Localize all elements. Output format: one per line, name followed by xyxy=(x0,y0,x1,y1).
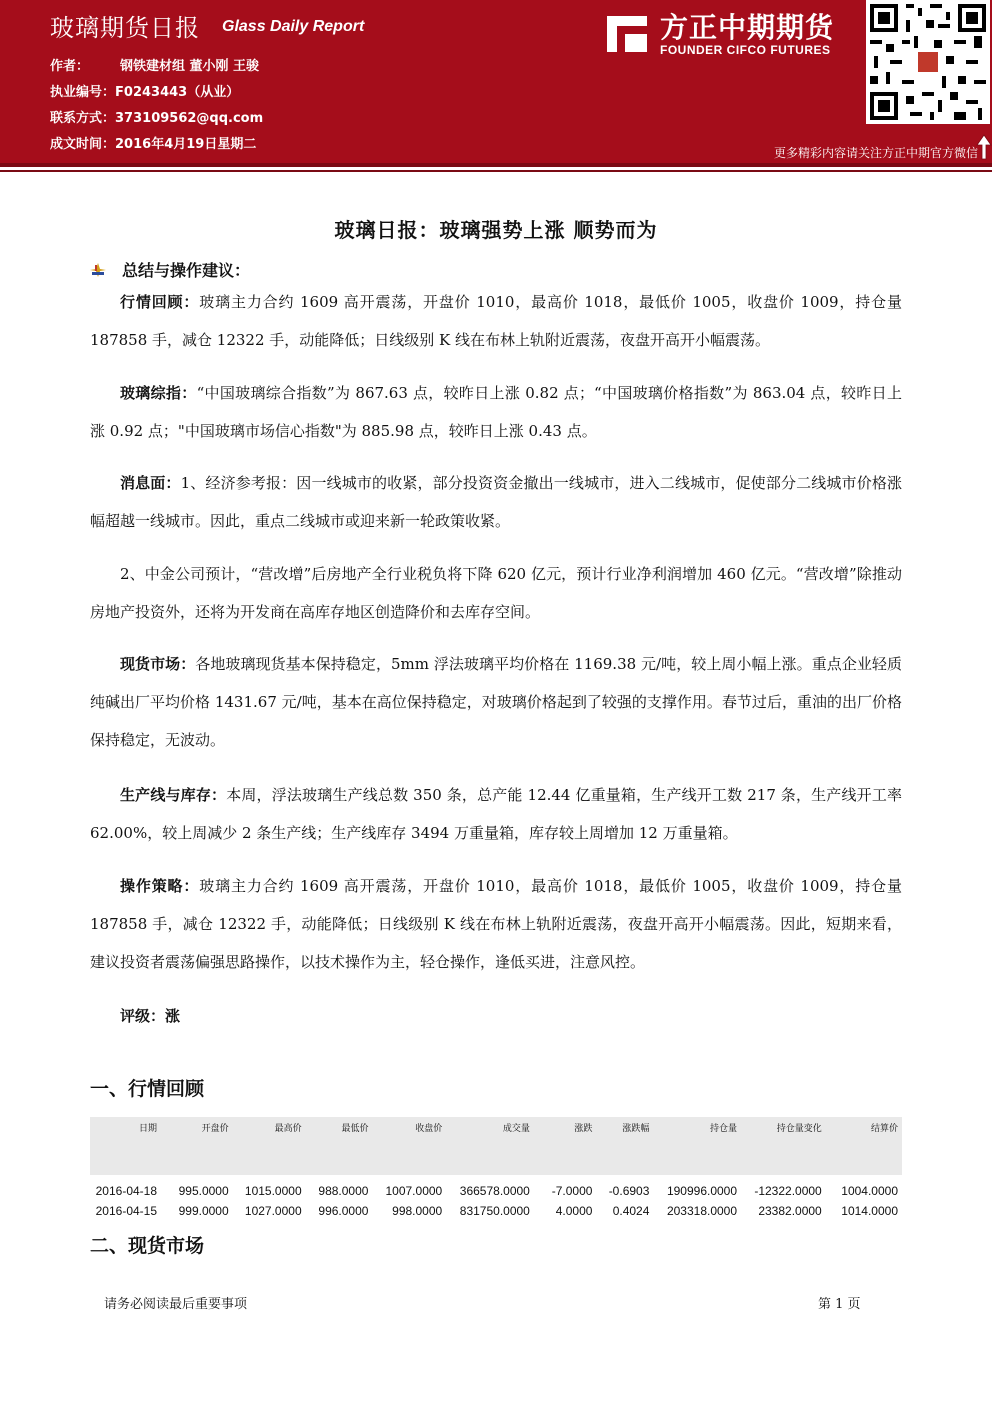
arrow-up-icon xyxy=(976,134,992,160)
summary-heading-text: 总结与操作建议： xyxy=(122,261,251,280)
table-row xyxy=(90,1200,902,1220)
document-title: 玻璃日报：玻璃强势上涨 顺势而为 xyxy=(334,218,658,242)
production-paragraph xyxy=(90,776,902,852)
market-review-text: 玻璃主力合约 1609 高开震荡，开盘价 1010，最高价 1018，最低价 1005，收盘价 1009，持仓量 187858 手，减仓 12322 手，动能降低；日线级别 K 线在布林上轨附近震荡，夜盘开高开小幅震荡。 xyxy=(90,293,902,349)
cell: 1027.0000 xyxy=(244,1203,302,1218)
license-line xyxy=(50,81,239,100)
cell: 366578.0000 xyxy=(459,1183,530,1198)
contact-line xyxy=(50,107,263,126)
footer-notice: 请务必阅读最后重要事项 xyxy=(104,1297,248,1312)
col-change: 涨跌 xyxy=(534,1117,597,1175)
cell: 4.0000 xyxy=(555,1203,593,1218)
cell: 190996.0000 xyxy=(666,1183,738,1198)
spot-market-text: 各地玻璃现货基本保持稳定，5mm 浮法玻璃平均价格在 1169.38 元/吨，较上周小幅上涨。重点企业轻质纯碱出厂平均价格 1431.67 元/吨，基本在高位保持稳定，对玻璃价格起到了较强的支撑作用。春节过后，重油的出厂价格保持稳定，无波动。 xyxy=(90,655,902,749)
cell: 831750.0000 xyxy=(459,1203,530,1218)
section-market-review-title: 一、行情回顾 xyxy=(90,1078,205,1100)
spot-market-paragraph xyxy=(90,645,902,759)
bullet-icon xyxy=(90,262,106,278)
strategy-paragraph xyxy=(90,867,902,981)
col-high: 最高价 xyxy=(233,1117,306,1175)
author-line xyxy=(50,55,259,74)
col-low: 最低价 xyxy=(306,1117,373,1175)
summary-heading xyxy=(90,258,250,281)
date-line xyxy=(50,133,256,152)
cell: 1015.0000 xyxy=(244,1183,302,1198)
brand-name-en: FOUNDER CIFCO FUTURES xyxy=(660,43,831,57)
production-text: 本周，浮法玻璃生产线总数 350 条，总产能 12.44 亿重量箱，生产线开工数 217 条，生产线开工率 62.00%，较上周减少 2 条生产线；生产线库存 3494 万重量箱，库存较上周增加 12 万重量箱。 xyxy=(90,786,902,842)
market-review-key: 行情回顾： xyxy=(120,293,200,311)
founder-logo-icon xyxy=(603,12,651,56)
table-row xyxy=(90,1175,902,1200)
news-paragraph xyxy=(90,464,902,540)
market-data-table xyxy=(90,1117,902,1220)
contact-value: 373109562@qq.com xyxy=(115,111,264,126)
cell: -12322.0000 xyxy=(754,1183,822,1198)
section-spot-market-title: 二、现货市场 xyxy=(90,1235,205,1257)
col-volume: 成交量 xyxy=(446,1117,534,1175)
header-divider-thin xyxy=(0,170,992,172)
cell: -0.6903 xyxy=(608,1183,650,1198)
production-key: 生产线与库存： xyxy=(120,786,227,804)
report-title-en: Glass Daily Report xyxy=(222,18,365,35)
cell: -7.0000 xyxy=(551,1183,593,1198)
cell: 999.0000 xyxy=(178,1203,229,1218)
glass-index-key: 玻璃综指： xyxy=(120,384,197,402)
strategy-key: 操作策略： xyxy=(120,877,200,895)
cell: 998.0000 xyxy=(392,1203,443,1218)
rating-key: 评级： xyxy=(120,1007,166,1025)
cell: 996.0000 xyxy=(318,1203,369,1218)
license-value: F0243443（从业） xyxy=(115,85,240,100)
strategy-text: 玻璃主力合约 1609 高开震荡，开盘价 1010，最高价 1018，最低价 1005，收盘价 1009，持仓量 187858 手，减仓 12322 手，动能降低；日线级别 K 线在布林上轨附近震荡，夜盘开高开小幅震荡。因此，短期来看，建议投资者震荡偏强思路操作，以技术操作为主，轻仓操作，逢低买进，注意风控。 xyxy=(90,877,902,971)
cell: 2016-04-18 xyxy=(95,1183,158,1198)
brand-name-cn: 方正中期期货 xyxy=(660,11,835,44)
col-open: 开盘价 xyxy=(161,1117,233,1175)
cell: 0.4024 xyxy=(612,1203,650,1218)
contact-label: 联系方式： xyxy=(50,111,116,126)
news-text-2: 2、中金公司预计，“营改增”后房地产全行业税负将下降 620 亿元，预计行业净利润增加 460 亿元。“营改增”除推动房地产投资外，还将为开发商在高库存地区创造降价和去库存空间。 xyxy=(90,565,902,621)
author-value: 钢铁建材组 董小刚 王骏 xyxy=(120,59,260,74)
news-text: 1、经济参考报：因一线城市的收紧，部分投资资金撤出一线城市，进入二线城市，促使部分二线城市价格涨幅超越一线城市。因此，重点二线城市或迎来新一轮政策收紧。 xyxy=(90,474,902,530)
spot-market-key: 现货市场： xyxy=(120,655,196,673)
col-date: 日期 xyxy=(90,1117,161,1175)
license-label: 执业编号： xyxy=(50,85,116,100)
author-label: 作者： xyxy=(50,59,90,74)
cell: 1014.0000 xyxy=(841,1203,898,1218)
col-close: 收盘价 xyxy=(372,1117,446,1175)
date-label: 成文时间： xyxy=(50,137,116,152)
market-review-paragraph xyxy=(90,283,902,359)
col-settle: 结算价 xyxy=(826,1117,902,1175)
glass-index-text: “中国玻璃综合指数”为 867.63 点，较昨日上涨 0.82 点；“中国玻璃价格指数”为 863.04 点，较昨日上涨 0.92 点；"中国玻璃市场信心指数"为 885.98 点，较昨日上涨 0.43 点。 xyxy=(90,384,902,440)
cell: 988.0000 xyxy=(318,1183,369,1198)
col-open-interest: 持仓量 xyxy=(653,1117,741,1175)
news-key: 消息面： xyxy=(120,474,181,492)
cell: 2016-04-15 xyxy=(95,1203,158,1218)
glass-index-paragraph xyxy=(90,374,902,450)
cell: 1004.0000 xyxy=(841,1183,898,1198)
rating-paragraph xyxy=(90,997,902,1035)
date-value: 2016年4月19日星期二 xyxy=(115,137,257,152)
cell: 203318.0000 xyxy=(666,1203,738,1218)
header-divider xyxy=(0,163,992,167)
follow-wechat-text: 更多精彩内容请关注方正中期官方微信 xyxy=(773,146,978,160)
qr-code-icon xyxy=(866,0,990,124)
cell: 995.0000 xyxy=(178,1183,229,1198)
report-header xyxy=(0,0,992,163)
col-change-pct: 涨跌幅 xyxy=(596,1117,653,1175)
cell: 23382.0000 xyxy=(758,1203,822,1218)
news-paragraph-2 xyxy=(90,555,902,631)
cell: 1007.0000 xyxy=(385,1183,443,1198)
page-number: 第 1 页 xyxy=(818,1297,861,1312)
rating-value: 涨 xyxy=(165,1007,181,1025)
col-oi-change: 持仓量变化 xyxy=(741,1117,826,1175)
table-header-row xyxy=(90,1117,902,1175)
report-title-cn: 玻璃期货日报 xyxy=(50,14,200,42)
